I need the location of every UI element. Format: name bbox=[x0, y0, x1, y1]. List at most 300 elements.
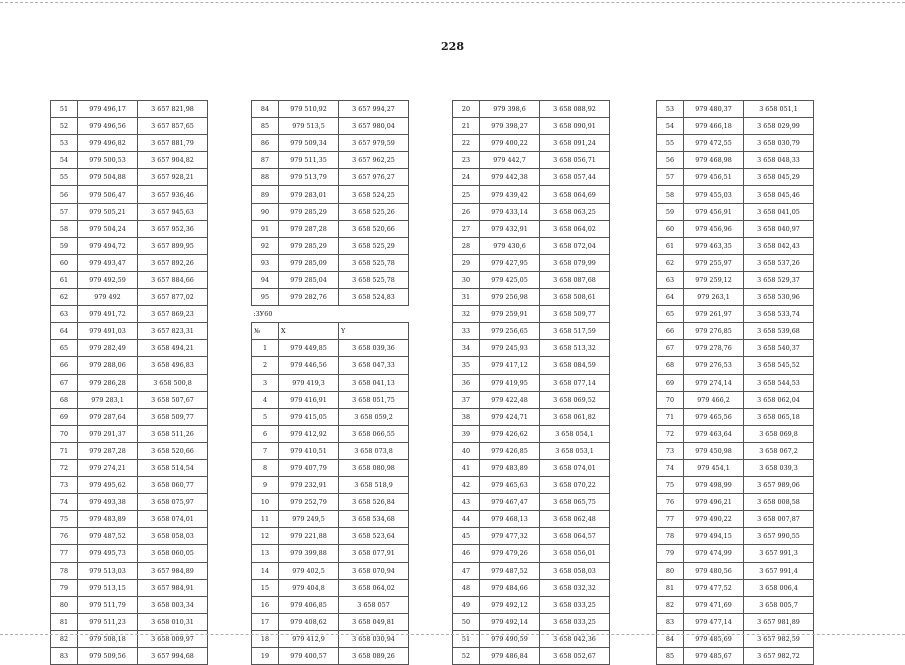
point-number: 11 bbox=[252, 511, 279, 528]
y-coordinate: 3 658 051,1 bbox=[744, 101, 814, 118]
table-row bbox=[657, 271, 814, 288]
x-coordinate: 979 467,47 bbox=[480, 494, 540, 511]
y-coordinate: 3 658 063,25 bbox=[540, 203, 610, 220]
table-row bbox=[51, 186, 208, 203]
table-row bbox=[252, 254, 409, 271]
y-coordinate: 3 658 030,79 bbox=[744, 135, 814, 152]
point-number: 6 bbox=[252, 425, 279, 442]
x-coordinate: 979 278,76 bbox=[684, 340, 744, 357]
point-number: 59 bbox=[657, 203, 684, 220]
point-number: 48 bbox=[453, 579, 480, 596]
y-coordinate: 3 658 508,61 bbox=[540, 289, 610, 306]
y-coordinate: 3 658 056,01 bbox=[540, 545, 610, 562]
x-coordinate: 979 398,27 bbox=[480, 118, 540, 135]
x-coordinate: 979 490,22 bbox=[684, 511, 744, 528]
x-coordinate: 979 492,59 bbox=[78, 271, 138, 288]
y-coordinate: 3 658 057 bbox=[339, 596, 409, 613]
y-coordinate: 3 658 090,91 bbox=[540, 118, 610, 135]
y-coordinate: 3 658 087,68 bbox=[540, 271, 610, 288]
point-number: 33 bbox=[453, 323, 480, 340]
y-coordinate: 3 658 069,52 bbox=[540, 391, 610, 408]
x-coordinate: 979 492,12 bbox=[480, 596, 540, 613]
section-label: :ЗУ60 bbox=[253, 310, 273, 319]
table-row bbox=[657, 408, 814, 425]
table-row bbox=[657, 237, 814, 254]
point-number: 39 bbox=[453, 425, 480, 442]
x-coordinate: 979 252,79 bbox=[279, 494, 339, 511]
x-coordinate: 979 493,47 bbox=[78, 254, 138, 271]
point-number: 57 bbox=[51, 203, 78, 220]
x-coordinate: 979 433,14 bbox=[480, 203, 540, 220]
top-scan-edge bbox=[0, 2, 905, 3]
y-coordinate: 3 658 005,7 bbox=[744, 596, 814, 613]
table-row bbox=[453, 254, 610, 271]
table-row bbox=[453, 477, 610, 494]
table-row bbox=[453, 135, 610, 152]
x-coordinate: 979 466,2 bbox=[684, 391, 744, 408]
coordinates-column-2 bbox=[251, 100, 409, 665]
table-row bbox=[252, 289, 409, 306]
table-row bbox=[252, 459, 409, 476]
table-row bbox=[657, 511, 814, 528]
x-coordinate: 979 483,89 bbox=[78, 511, 138, 528]
x-coordinate: 979 408,62 bbox=[279, 613, 339, 630]
x-coordinate: 979 505,21 bbox=[78, 203, 138, 220]
table-row bbox=[453, 271, 610, 288]
point-number: 30 bbox=[453, 271, 480, 288]
table-row bbox=[252, 648, 409, 665]
point-number: 50 bbox=[453, 613, 480, 630]
point-number: 86 bbox=[252, 135, 279, 152]
point-number: 22 bbox=[453, 135, 480, 152]
y-coordinate: 3 658 041,13 bbox=[339, 374, 409, 391]
table-row bbox=[252, 203, 409, 220]
y-coordinate: 3 657 857,65 bbox=[138, 118, 208, 135]
point-number: 67 bbox=[51, 374, 78, 391]
x-coordinate: 979 480,37 bbox=[684, 101, 744, 118]
point-number: 58 bbox=[51, 220, 78, 237]
table-row bbox=[453, 562, 610, 579]
point-number: 70 bbox=[51, 425, 78, 442]
table-row bbox=[252, 135, 409, 152]
point-number: 87 bbox=[252, 152, 279, 169]
y-coordinate: 3 658 065,18 bbox=[744, 408, 814, 425]
x-coordinate: 979 287,28 bbox=[78, 442, 138, 459]
y-coordinate: 3 657 994,68 bbox=[138, 648, 208, 665]
table-row bbox=[51, 289, 208, 306]
point-number: 44 bbox=[453, 511, 480, 528]
x-coordinate: 979 425,05 bbox=[480, 271, 540, 288]
y-coordinate: 3 657 982,72 bbox=[744, 648, 814, 665]
table-row bbox=[252, 442, 409, 459]
point-number: 36 bbox=[453, 374, 480, 391]
x-coordinate: 979 468,13 bbox=[480, 511, 540, 528]
table-row bbox=[453, 459, 610, 476]
table-row bbox=[657, 613, 814, 630]
x-coordinate: 979 416,91 bbox=[279, 391, 339, 408]
x-coordinate: 979 513,03 bbox=[78, 562, 138, 579]
y-coordinate: 3 658 039,36 bbox=[339, 340, 409, 357]
point-number: 74 bbox=[51, 494, 78, 511]
table-row bbox=[252, 562, 409, 579]
table-row bbox=[657, 528, 814, 545]
point-number: 85 bbox=[252, 118, 279, 135]
point-number: 78 bbox=[51, 562, 78, 579]
table-row bbox=[453, 425, 610, 442]
y-coordinate: 3 658 530,96 bbox=[744, 289, 814, 306]
x-coordinate: 979 402,5 bbox=[279, 562, 339, 579]
table-row bbox=[51, 374, 208, 391]
x-coordinate: 979 285,09 bbox=[279, 254, 339, 271]
x-coordinate: 979 400,57 bbox=[279, 648, 339, 665]
y-coordinate: 3 658 010,31 bbox=[138, 613, 208, 630]
point-number: 83 bbox=[51, 648, 78, 665]
y-coordinate: 3 658 032,32 bbox=[540, 579, 610, 596]
y-coordinate: 3 657 904,82 bbox=[138, 152, 208, 169]
table-row bbox=[252, 494, 409, 511]
point-number: 37 bbox=[453, 391, 480, 408]
bottom-scan-edge bbox=[0, 634, 905, 635]
y-coordinate: 3 657 945,63 bbox=[138, 203, 208, 220]
y-coordinate: 3 658 058,03 bbox=[540, 562, 610, 579]
point-number: 52 bbox=[453, 648, 480, 665]
point-number: 60 bbox=[51, 254, 78, 271]
table-row bbox=[252, 101, 409, 118]
table-row bbox=[657, 391, 814, 408]
table-row bbox=[657, 118, 814, 135]
table-row bbox=[657, 442, 814, 459]
y-coordinate: 3 658 070,22 bbox=[540, 477, 610, 494]
point-number: 20 bbox=[453, 101, 480, 118]
x-coordinate: 979 282,76 bbox=[279, 289, 339, 306]
x-coordinate: 979 466,18 bbox=[684, 118, 744, 135]
table-row bbox=[453, 630, 610, 647]
point-number: 1 bbox=[252, 340, 279, 357]
x-coordinate: 979 446,56 bbox=[279, 357, 339, 374]
x-coordinate: 979 245,93 bbox=[480, 340, 540, 357]
y-coordinate: 3 657 877,02 bbox=[138, 289, 208, 306]
y-coordinate: 3 658 003,34 bbox=[138, 596, 208, 613]
x-coordinate: 979 399,88 bbox=[279, 545, 339, 562]
y-coordinate: 3 658 524,83 bbox=[339, 289, 409, 306]
x-coordinate: 979 419,95 bbox=[480, 374, 540, 391]
point-number: 84 bbox=[252, 101, 279, 118]
x-coordinate: 979 455,03 bbox=[684, 186, 744, 203]
point-number: 90 bbox=[252, 203, 279, 220]
x-coordinate: 979 422,48 bbox=[480, 391, 540, 408]
y-coordinate: 3 658 007,87 bbox=[744, 511, 814, 528]
table-row bbox=[51, 135, 208, 152]
table-row bbox=[453, 220, 610, 237]
point-number: 32 bbox=[453, 306, 480, 323]
table-row bbox=[453, 186, 610, 203]
x-coordinate: 979 477,14 bbox=[684, 613, 744, 630]
y-coordinate: 3 658 006,4 bbox=[744, 579, 814, 596]
y-coordinate: 3 658 509,77 bbox=[138, 408, 208, 425]
table-row bbox=[657, 648, 814, 665]
y-coordinate: 3 658 069,8 bbox=[744, 425, 814, 442]
point-number: 29 bbox=[453, 254, 480, 271]
table-row bbox=[453, 357, 610, 374]
y-coordinate: 3 658 529,37 bbox=[744, 271, 814, 288]
point-number: 56 bbox=[657, 152, 684, 169]
table-row bbox=[252, 391, 409, 408]
point-number: 76 bbox=[657, 494, 684, 511]
coordinates-table bbox=[50, 100, 208, 665]
coordinates-table bbox=[656, 100, 814, 665]
point-number: 58 bbox=[657, 186, 684, 203]
point-number: 41 bbox=[453, 459, 480, 476]
x-coordinate: 979 283,1 bbox=[78, 391, 138, 408]
table-row bbox=[252, 220, 409, 237]
point-number: 55 bbox=[51, 169, 78, 186]
point-number: 2 bbox=[252, 357, 279, 374]
y-coordinate: 3 658 525,26 bbox=[339, 203, 409, 220]
point-number: 43 bbox=[453, 494, 480, 511]
y-coordinate: 3 658 537,26 bbox=[744, 254, 814, 271]
x-coordinate: 979 274,21 bbox=[78, 459, 138, 476]
x-coordinate: 979 494,72 bbox=[78, 237, 138, 254]
point-number: 75 bbox=[657, 477, 684, 494]
table-row bbox=[453, 118, 610, 135]
y-coordinate: 3 658 539,68 bbox=[744, 323, 814, 340]
table-row bbox=[252, 186, 409, 203]
table-row bbox=[51, 306, 208, 323]
point-number: 61 bbox=[657, 237, 684, 254]
point-number: 77 bbox=[51, 545, 78, 562]
point-number: 73 bbox=[51, 477, 78, 494]
x-coordinate: 979 398,6 bbox=[480, 101, 540, 118]
point-number: 60 bbox=[657, 220, 684, 237]
table-row bbox=[453, 596, 610, 613]
x-coordinate: 979 412,9 bbox=[279, 630, 339, 647]
y-coordinate: 3 657 899,95 bbox=[138, 237, 208, 254]
point-number: 75 bbox=[51, 511, 78, 528]
y-coordinate: 3 658 089,26 bbox=[339, 648, 409, 665]
y-coordinate: 3 658 518,9 bbox=[339, 477, 409, 494]
y-coordinate: 3 657 991,4 bbox=[744, 562, 814, 579]
x-coordinate: 979 494,15 bbox=[684, 528, 744, 545]
y-coordinate: 3 658 042,43 bbox=[744, 237, 814, 254]
point-number: 49 bbox=[453, 596, 480, 613]
y-coordinate: 3 658 074,01 bbox=[540, 459, 610, 476]
point-number: 88 bbox=[252, 169, 279, 186]
y-coordinate: 3 658 039,3 bbox=[744, 459, 814, 476]
point-number: 69 bbox=[51, 408, 78, 425]
table-row bbox=[51, 528, 208, 545]
x-coordinate: 979 285,04 bbox=[279, 271, 339, 288]
point-number: 53 bbox=[657, 101, 684, 118]
table-row bbox=[453, 323, 610, 340]
x-coordinate: 979 407,79 bbox=[279, 459, 339, 476]
x-coordinate: 979 432,91 bbox=[480, 220, 540, 237]
table-row bbox=[252, 374, 409, 391]
y-coordinate: 3 658 061,82 bbox=[540, 408, 610, 425]
y-coordinate: 3 657 823,31 bbox=[138, 323, 208, 340]
y-coordinate: 3 658 511,26 bbox=[138, 425, 208, 442]
table-row bbox=[252, 118, 409, 135]
point-number: 19 bbox=[252, 648, 279, 665]
point-number: 67 bbox=[657, 340, 684, 357]
point-number: 78 bbox=[657, 528, 684, 545]
table-row bbox=[453, 169, 610, 186]
x-coordinate: 979 495,62 bbox=[78, 477, 138, 494]
table-row bbox=[453, 494, 610, 511]
x-coordinate: 979 463,35 bbox=[684, 237, 744, 254]
table-row bbox=[657, 459, 814, 476]
y-coordinate: 3 658 079,99 bbox=[540, 254, 610, 271]
x-coordinate: 979 256,98 bbox=[480, 289, 540, 306]
table-row bbox=[252, 596, 409, 613]
point-number: 73 bbox=[657, 442, 684, 459]
x-coordinate: 979 490,59 bbox=[480, 630, 540, 647]
table-row bbox=[51, 562, 208, 579]
table-row bbox=[657, 152, 814, 169]
table-row bbox=[252, 579, 409, 596]
y-coordinate: 3 657 892,26 bbox=[138, 254, 208, 271]
x-coordinate: 979 485,69 bbox=[684, 630, 744, 647]
y-coordinate: 3 658 545,52 bbox=[744, 357, 814, 374]
y-coordinate: 3 658 517,59 bbox=[540, 323, 610, 340]
point-number: 28 bbox=[453, 237, 480, 254]
x-coordinate: 979 511,79 bbox=[78, 596, 138, 613]
table-row bbox=[252, 152, 409, 169]
table-row bbox=[657, 323, 814, 340]
table-row bbox=[657, 494, 814, 511]
y-coordinate: 3 658 526,84 bbox=[339, 494, 409, 511]
x-coordinate: 979 513,15 bbox=[78, 579, 138, 596]
y-coordinate: 3 657 980,04 bbox=[339, 118, 409, 135]
point-number: 17 bbox=[252, 613, 279, 630]
point-number: 79 bbox=[51, 579, 78, 596]
point-number: 53 bbox=[51, 135, 78, 152]
x-coordinate: 979 504,24 bbox=[78, 220, 138, 237]
table-row bbox=[51, 101, 208, 118]
table-row bbox=[51, 442, 208, 459]
x-coordinate: 979 285,29 bbox=[279, 237, 339, 254]
y-coordinate: 3 658 525,78 bbox=[339, 271, 409, 288]
table-row bbox=[453, 648, 610, 665]
x-coordinate: 979 496,17 bbox=[78, 101, 138, 118]
table-row bbox=[453, 237, 610, 254]
x-coordinate: 979 496,82 bbox=[78, 135, 138, 152]
table-row bbox=[51, 169, 208, 186]
y-coordinate: 3 658 053,1 bbox=[540, 442, 610, 459]
y-coordinate: 3 658 052,67 bbox=[540, 648, 610, 665]
x-coordinate: 979 477,32 bbox=[480, 528, 540, 545]
y-coordinate: 3 658 042,36 bbox=[540, 630, 610, 647]
x-coordinate: 979 263,1 bbox=[684, 289, 744, 306]
point-number: 95 bbox=[252, 289, 279, 306]
point-number: 72 bbox=[51, 459, 78, 476]
x-coordinate: 979 496,21 bbox=[684, 494, 744, 511]
table-row bbox=[51, 357, 208, 374]
x-coordinate: 979 465,56 bbox=[684, 408, 744, 425]
x-coordinate: 979 283,01 bbox=[279, 186, 339, 203]
point-number: 15 bbox=[252, 579, 279, 596]
x-coordinate: 979 221,88 bbox=[279, 528, 339, 545]
table-row bbox=[252, 271, 409, 288]
y-coordinate: 3 657 994,27 bbox=[339, 101, 409, 118]
y-coordinate: 3 658 534,68 bbox=[339, 511, 409, 528]
y-coordinate: 3 658 045,46 bbox=[744, 186, 814, 203]
y-coordinate: 3 658 008,58 bbox=[744, 494, 814, 511]
table-row bbox=[657, 203, 814, 220]
x-coordinate: 979 232,91 bbox=[279, 477, 339, 494]
x-coordinate: 979 493,38 bbox=[78, 494, 138, 511]
table-row bbox=[453, 442, 610, 459]
table-row bbox=[453, 391, 610, 408]
y-coordinate: 3 658 520,66 bbox=[138, 442, 208, 459]
y-coordinate: 3 658 057,44 bbox=[540, 169, 610, 186]
point-number: 81 bbox=[657, 579, 684, 596]
y-coordinate: 3 657 981,89 bbox=[744, 613, 814, 630]
y-coordinate: 3 658 033,25 bbox=[540, 613, 610, 630]
y-coordinate: 3 658 075,97 bbox=[138, 494, 208, 511]
x-coordinate: 979 412,92 bbox=[279, 425, 339, 442]
x-coordinate: 979 276,53 bbox=[684, 357, 744, 374]
y-coordinate: 3 658 077,14 bbox=[540, 374, 610, 391]
y-coordinate: 3 658 062,04 bbox=[744, 391, 814, 408]
point-number: 45 bbox=[453, 528, 480, 545]
table-row bbox=[453, 408, 610, 425]
x-coordinate: 979 513,5 bbox=[279, 118, 339, 135]
point-number: 7 bbox=[252, 442, 279, 459]
x-coordinate: 979 474,99 bbox=[684, 545, 744, 562]
point-number: 71 bbox=[51, 442, 78, 459]
x-coordinate: 979 506,47 bbox=[78, 186, 138, 203]
y-coordinate: 3 658 054,1 bbox=[540, 425, 610, 442]
y-coordinate: 3 657 984,91 bbox=[138, 579, 208, 596]
table-row bbox=[657, 254, 814, 271]
y-coordinate: 3 657 821,98 bbox=[138, 101, 208, 118]
table-row bbox=[657, 186, 814, 203]
x-coordinate: 979 442,38 bbox=[480, 169, 540, 186]
point-number: 80 bbox=[657, 562, 684, 579]
point-number: 31 bbox=[453, 289, 480, 306]
point-number: 65 bbox=[51, 340, 78, 357]
x-coordinate: 979 508,18 bbox=[78, 630, 138, 647]
y-coordinate: 3 658 091,24 bbox=[540, 135, 610, 152]
x-coordinate: 979 424,71 bbox=[480, 408, 540, 425]
y-coordinate: 3 658 041,05 bbox=[744, 203, 814, 220]
point-number: 26 bbox=[453, 203, 480, 220]
table-row bbox=[657, 340, 814, 357]
x-coordinate: 979 426,62 bbox=[480, 425, 540, 442]
x-coordinate: 979 471,69 bbox=[684, 596, 744, 613]
table-row bbox=[51, 118, 208, 135]
x-coordinate: 979 480,56 bbox=[684, 562, 744, 579]
x-coordinate: 979 468,98 bbox=[684, 152, 744, 169]
point-number: 79 bbox=[657, 545, 684, 562]
y-coordinate: 3 657 952,36 bbox=[138, 220, 208, 237]
table-row bbox=[51, 648, 208, 665]
x-coordinate: 979 485,67 bbox=[684, 648, 744, 665]
y-coordinate: 3 657 991,3 bbox=[744, 545, 814, 562]
y-coordinate: 3 658 067,2 bbox=[744, 442, 814, 459]
table-row bbox=[453, 528, 610, 545]
point-number: 82 bbox=[657, 596, 684, 613]
x-coordinate: 979 484,66 bbox=[480, 579, 540, 596]
x-coordinate: 979 456,51 bbox=[684, 169, 744, 186]
table-row bbox=[657, 306, 814, 323]
point-number: 84 bbox=[657, 630, 684, 647]
table-row bbox=[657, 630, 814, 647]
table-row bbox=[252, 237, 409, 254]
point-number: 56 bbox=[51, 186, 78, 203]
table-row bbox=[51, 152, 208, 169]
point-number: 68 bbox=[657, 357, 684, 374]
